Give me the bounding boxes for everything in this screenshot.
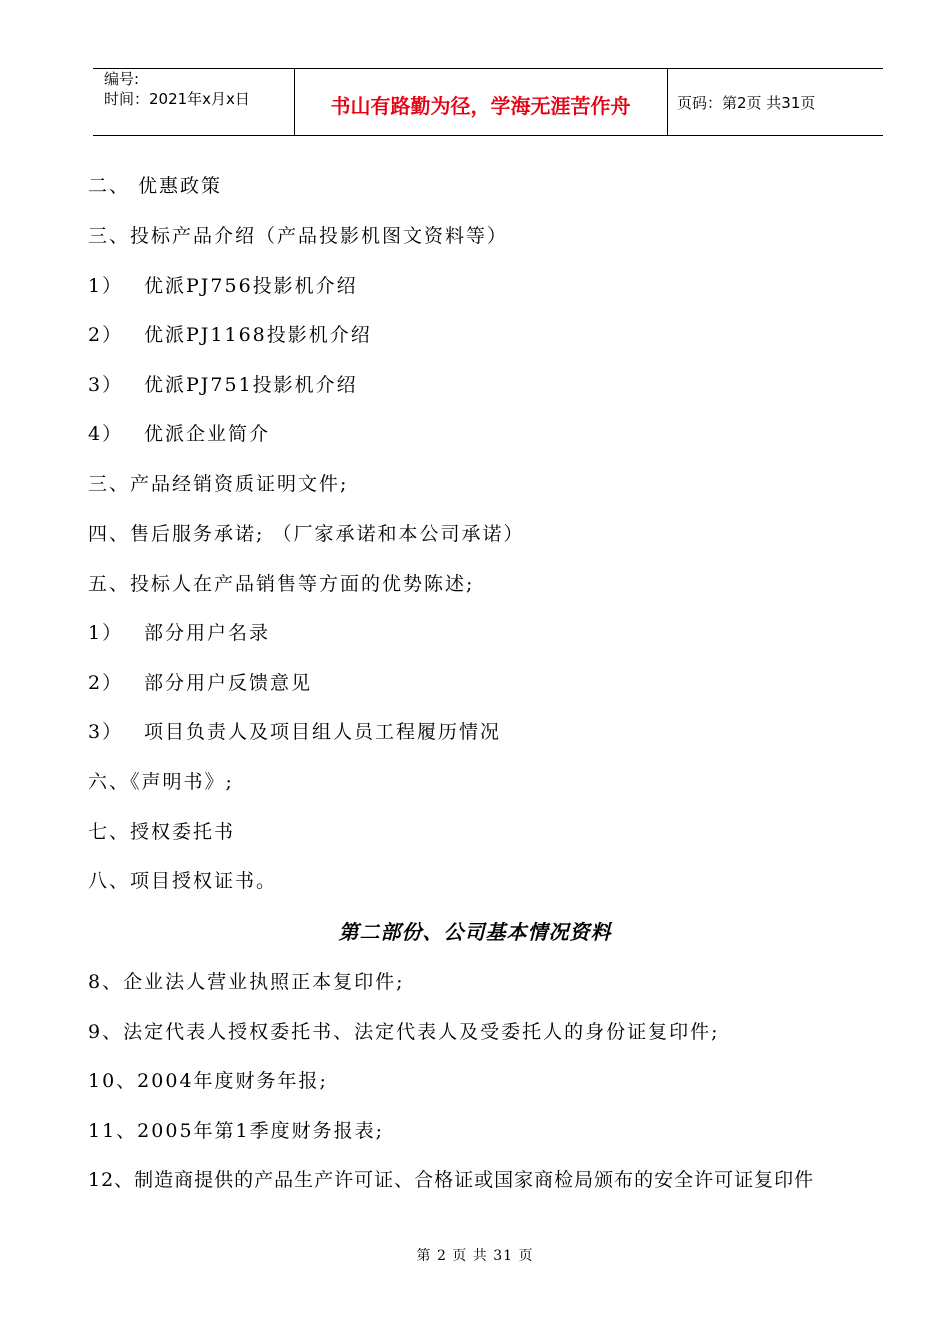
list-item: 七、授权委托书 [88, 821, 236, 843]
list-item: 2） 优派PJ1168投影机介绍 [88, 324, 372, 346]
list-item: 4） 优派企业简介 [88, 423, 271, 445]
list-item: 1） 优派PJ756投影机介绍 [88, 275, 358, 297]
list-item: 3） 优派PJ751投影机介绍 [88, 374, 358, 396]
page-footer: 第 2 页 共 31 页 [416, 1248, 534, 1264]
header-page-label: 页码：第2页 共31页 [677, 94, 816, 112]
list-item: 八、项目授权证书。 [88, 870, 278, 892]
list-item: 1） 部分用户名录 [88, 622, 271, 644]
list-item: 二、 优惠政策 [88, 175, 223, 197]
list-item: 四、售后服务承诺; （厂家承诺和本公司承诺） [88, 523, 525, 545]
header-bottom-rule [93, 135, 883, 136]
list-item: 六、《声明书》; [88, 771, 234, 793]
list-item: 3） 项目负责人及项目组人员工程履历情况 [88, 721, 502, 743]
header-code-label: 编号: [104, 70, 140, 88]
section-title: 第二部份、公司基本情况资料 [338, 920, 612, 944]
header-time-label: 时间：2021年x月x日 [104, 90, 250, 108]
list-item: 8、企业法人营业执照正本复印件; [88, 971, 405, 993]
list-item: 11、2005年第1季度财务报表; [88, 1120, 385, 1142]
list-item: 2） 部分用户反馈意见 [88, 672, 313, 694]
list-item: 9、法定代表人授权委托书、法定代表人及受委托人的身份证复印件; [88, 1021, 720, 1043]
list-item: 三、投标产品介绍（产品投影机图文资料等） [88, 225, 509, 247]
header-divider-right [667, 68, 668, 135]
header-motto: 书山有路勤为径，学海无涯苦作舟 [330, 94, 631, 118]
list-item: 三、产品经销资质证明文件; [88, 473, 349, 495]
list-item: 五、投标人在产品销售等方面的优势陈述; [88, 573, 475, 595]
list-item: 10、2004年度财务年报; [88, 1070, 328, 1092]
list-item: 12、制造商提供的产品生产许可证、合格证或国家商检局颁布的安全许可证复印件 [88, 1169, 815, 1191]
header-meta [104, 69, 250, 109]
